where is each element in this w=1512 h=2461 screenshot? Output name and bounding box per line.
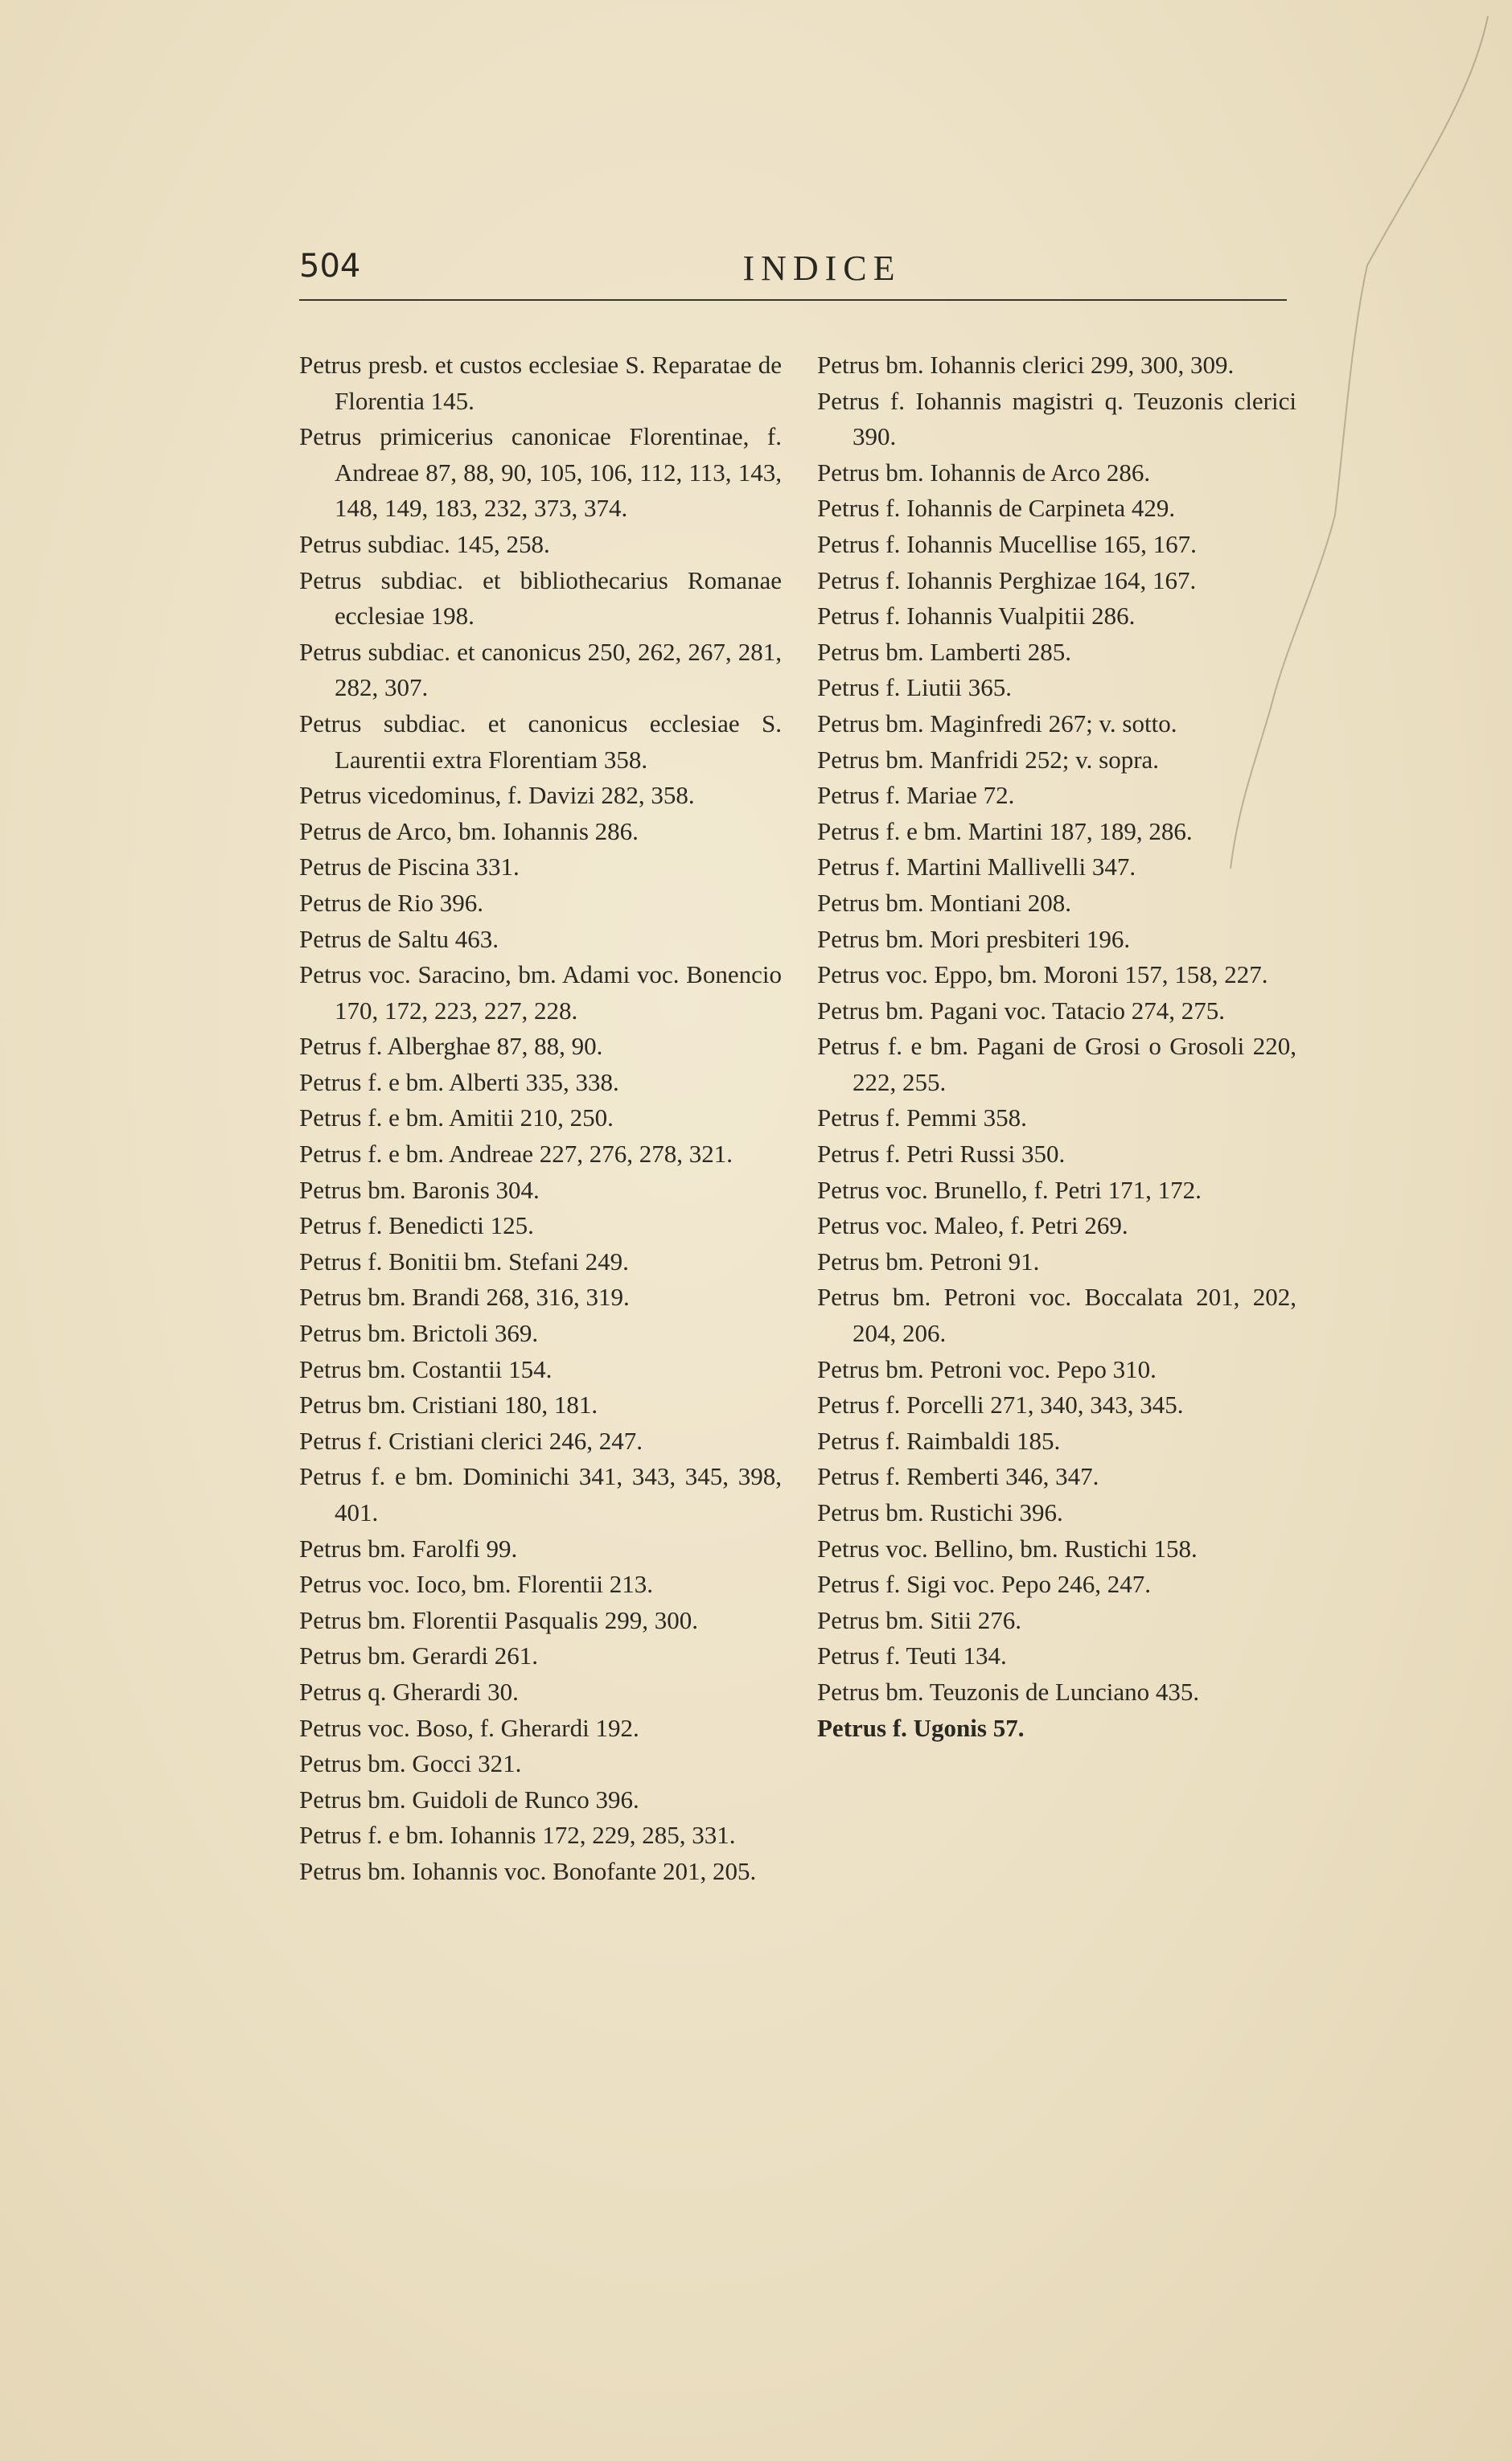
index-entry: Petrus f. Pemmi 358. <box>817 1103 1027 1132</box>
index-entry: Petrus voc. Brunello, f. Petri 171, 172. <box>817 1175 1202 1204</box>
index-entry: Petrus f. Martini Mallivelli 347. <box>817 853 1136 881</box>
index-entry: Petrus de Rio 396. <box>299 888 484 917</box>
index-entry: Petrus f. Petri Russi 350. <box>817 1140 1066 1169</box>
index-entry: Petrus subdiac. et bibliothecarius Romanae ecclesiae 198. <box>299 565 782 631</box>
index-entry: Petrus bm. Gerardi 261. <box>299 1641 539 1670</box>
index-entry: Petrus voc. Ioco, bm. Florentii 213. <box>299 1570 653 1599</box>
index-entry: Petrus f. Porcelli 271, 340, 343, 345. <box>817 1391 1184 1419</box>
index-entry: Petrus f. Raimbaldi 185. <box>817 1426 1061 1455</box>
index-entry: Petrus bm. Montiani 208. <box>817 888 1072 917</box>
index-entry: Petrus voc. Eppo, bm. Moroni 157, 158, 227. <box>817 960 1268 989</box>
index-entry: Petrus bm. Cristiani 180, 181. <box>299 1391 598 1419</box>
index-entry: Petrus bm. Guidoli de Runco 396. <box>299 1785 639 1814</box>
index-entry: Petrus f. Liutii 365. <box>817 673 1012 702</box>
index-entry: Petrus bm. Maginfredi 267; v. sotto. <box>817 709 1177 737</box>
index-entry: Petrus bm. Iohannis clerici 299, 300, 309. <box>817 351 1235 379</box>
index-entry: Petrus f. e bm. Pagani de Grosi o Grosoli 220, 222, 255. <box>817 1032 1296 1096</box>
index-entry: Petrus f. Sigi voc. Pepo 246, 247. <box>817 1570 1152 1599</box>
index-entry: Petrus bm. Manfridi 252; v. sopra. <box>817 745 1160 774</box>
page-number: 504 <box>299 248 361 285</box>
index-column-right <box>817 347 1296 1746</box>
index-entry: Petrus bm. Brictoli 369. <box>299 1319 539 1348</box>
index-entry: Petrus f. Iohannis magistri q. Teuzonis clerici 390. <box>817 386 1296 451</box>
index-entry: Petrus subdiac. et canonicus ecclesiae S. Laurentii extra Florentiam 358. <box>299 709 782 774</box>
page-header <box>299 248 1288 296</box>
index-entry: Petrus de Arco, bm. Iohannis 286. <box>299 816 639 845</box>
index-entry: Petrus f. Ugonis 57. <box>817 1713 1025 1742</box>
index-entry: Petrus f. e bm. Iohannis 172, 229, 285, 331. <box>299 1821 736 1850</box>
index-entry: Petrus presb. et custos ecclesiae S. Reparatae de Florentia 145. <box>299 351 782 415</box>
index-entry: Petrus bm. Pagani voc. Tatacio 274, 275. <box>817 996 1225 1025</box>
index-entry: Petrus voc. Boso, f. Gherardi 192. <box>299 1713 639 1742</box>
index-entry: Petrus f. Teuti 134. <box>817 1641 1007 1670</box>
index-column-left <box>299 347 782 1890</box>
index-entry: Petrus f. Iohannis Perghizae 164, 167. <box>817 565 1197 594</box>
index-entry: Petrus voc. Bellino, bm. Rustichi 158. <box>817 1534 1198 1563</box>
index-entry: Petrus bm. Teuzonis de Lunciano 435. <box>817 1677 1200 1706</box>
index-entry: Petrus bm. Iohannis voc. Bonofante 201, 205. <box>299 1856 757 1885</box>
index-entry: Petrus f. e bm. Andreae 227, 276, 278, 321. <box>299 1140 733 1169</box>
index-entry: Petrus subdiac. 145, 258. <box>299 529 550 558</box>
index-entry: Petrus f. Iohannis Mucellise 165, 167. <box>817 529 1197 558</box>
index-entry: Petrus f. Benedicti 125. <box>299 1211 534 1240</box>
index-entry: Petrus bm. Brandi 268, 316, 319. <box>299 1283 630 1312</box>
index-entry: Petrus f. e bm. Dominichi 341, 343, 345, 398, 401. <box>299 1462 782 1526</box>
index-entry: Petrus bm. Petroni 91. <box>817 1247 1040 1276</box>
index-entry: Petrus bm. Farolfi 99. <box>299 1534 518 1563</box>
index-entry: Petrus de Saltu 463. <box>299 924 499 953</box>
index-entry: Petrus bm. Petroni voc. Boccalata 201, 202, 204, 206. <box>817 1283 1296 1348</box>
index-entry: Petrus f. e bm. Martini 187, 189, 286. <box>817 816 1193 845</box>
index-entry: Petrus f. Cristiani clerici 246, 247. <box>299 1426 643 1455</box>
index-entry: Petrus bm. Lamberti 285. <box>817 637 1071 666</box>
index-entry: Petrus bm. Mori presbiteri 196. <box>817 924 1131 953</box>
index-entry: Petrus de Piscina 331. <box>299 853 520 881</box>
index-entry: Petrus f. Iohannis Vualpitii 286. <box>817 602 1136 631</box>
running-title: INDICE <box>742 249 902 288</box>
index-entry: Petrus f. e bm. Amitii 210, 250. <box>299 1103 614 1132</box>
index-entry: Petrus bm. Florentii Pasqualis 299, 300. <box>299 1605 698 1634</box>
header-rule <box>299 299 1287 301</box>
index-entry: Petrus f. Bonitii bm. Stefani 249. <box>299 1247 629 1276</box>
index-entry: Petrus primicerius canonicae Florentinae, f. Andreae 87, 88, 90, 105, 106, 112, 113, 143, 148, 149, 183, 232, 373, 374. <box>299 422 782 523</box>
index-entry: Petrus bm. Gocci 321. <box>299 1749 522 1778</box>
index-entry: Petrus vicedominus, f. Davizi 282, 358. <box>299 781 695 810</box>
index-entry: Petrus q. Gherardi 30. <box>299 1677 519 1706</box>
index-entry: Petrus bm. Iohannis de Arco 286. <box>817 458 1151 487</box>
index-entry: Petrus bm. Petroni voc. Pepo 310. <box>817 1354 1157 1383</box>
index-entry: Petrus f. Remberti 346, 347. <box>817 1462 1099 1491</box>
index-entry: Petrus f. Iohannis de Carpineta 429. <box>817 494 1176 523</box>
index-entry: Petrus subdiac. et canonicus 250, 262, 267, 281, 282, 307. <box>299 637 782 702</box>
index-entry: Petrus bm. Costantii 154. <box>299 1354 553 1383</box>
index-entry: Petrus f. Mariae 72. <box>817 781 1015 810</box>
index-entry: Petrus voc. Maleo, f. Petri 269. <box>817 1211 1128 1240</box>
index-entry: Petrus bm. Sitii 276. <box>817 1605 1022 1634</box>
index-entry: Petrus f. e bm. Alberti 335, 338. <box>299 1067 619 1096</box>
index-entry: Petrus bm. Baronis 304. <box>299 1175 540 1204</box>
index-entry: Petrus bm. Rustichi 396. <box>817 1498 1063 1526</box>
index-entry: Petrus voc. Saracino, bm. Adami voc. Bonencio 170, 172, 223, 227, 228. <box>299 960 782 1025</box>
index-entry: Petrus f. Alberghae 87, 88, 90. <box>299 1032 603 1061</box>
